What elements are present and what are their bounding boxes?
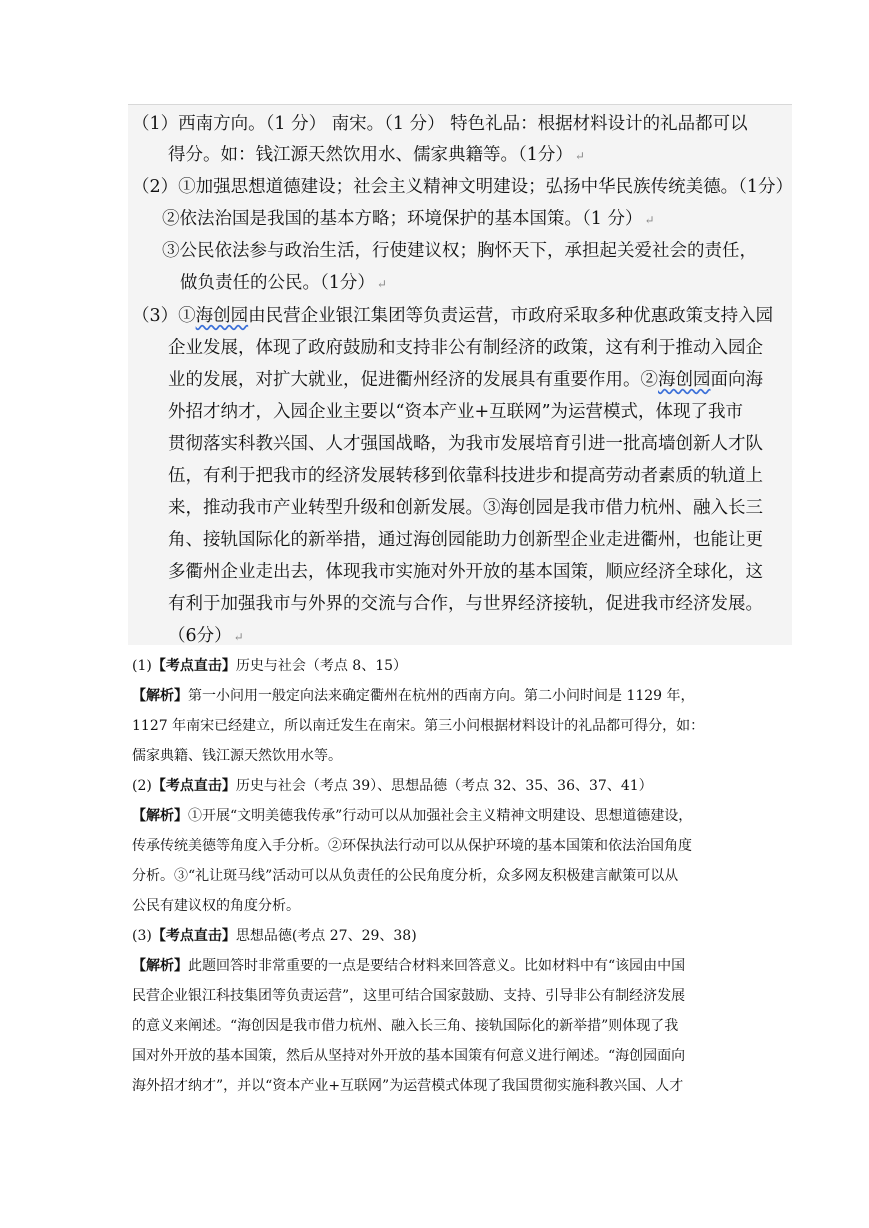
answer-text: 来，推动我市产业转型升级和创新发展。③海创园是我市借力杭州、融入长三: [168, 498, 763, 518]
answer-text: 多衢州企业走出去，体现我市实施对外开放的基本国策，顺应经济全球化，这: [168, 562, 763, 582]
exp-tag: 【解析】: [132, 958, 188, 974]
exp-tag: 【考点直击】: [151, 658, 236, 674]
exp-text: ①开展“文明美德我传承”行动可以从加强社会主义精神文明建设、思想道德建设，: [188, 808, 693, 824]
exp-tag: 【考点直击】: [151, 778, 236, 794]
answer-q3-line3: [168, 366, 763, 395]
exp-text: 历史与社会（考点 8、15）: [235, 658, 408, 674]
answer-text: 有利于加强我市与外界的交流与合作，与世界经济接轨，促进我市经济发展。: [168, 594, 763, 614]
answer-q3-line9: [168, 558, 763, 587]
answer-q3-line5: [168, 430, 763, 459]
exp-text: 思想品德(考点 27、29、38): [235, 928, 417, 944]
answer-q2-line3: [162, 237, 757, 266]
answer-q3-line6: [168, 462, 763, 491]
exp-text: 分析。③“礼让斑马线”活动可以从负责任的公民角度分析，众多网友积极建言献策可以从: [132, 868, 679, 884]
spellcheck-word: 海创园: [658, 370, 711, 390]
spellcheck-word: 海创园: [195, 306, 249, 326]
return-mark-icon: ↵: [233, 630, 244, 644]
answer-q3-line1: [132, 302, 773, 331]
answer-q2-line1: [132, 173, 793, 202]
answer-text: 贯彻落实科教兴国、人才强国战略，为我市发展培育引进一批高墙创新人才队: [168, 434, 763, 454]
exp-text: 第一小问用一般定向法来确定衢州在杭州的西南方向。第二小问时间是 1129 年，: [188, 688, 695, 704]
answer-text: 伍，有利于把我市的经济发展转移到依靠科技进步和提高劳动者素质的轨道上: [168, 466, 763, 486]
exp-p3-line1: [132, 956, 685, 976]
answer-text: （3）①: [132, 306, 196, 326]
return-mark-icon: ↵: [376, 277, 387, 291]
exp-text: 1127 年南宋已经建立，所以南迁发生在南宋。第三小问根据材料设计的礼品都可得分，如：: [132, 718, 705, 734]
exp-p3-line3: [132, 1016, 678, 1036]
exp-text: 的意义来阐述。“海创因是我市借力杭州、融入长三角、接轨国际化的新举措”则体现了我: [132, 1018, 679, 1034]
exp-tag: 【考点直击】: [151, 928, 236, 944]
return-mark-icon: ↵: [644, 213, 655, 227]
exp-text: 公民有建议权的角度分析。: [132, 898, 300, 914]
exp-text: 历史与社会（考点 39）、思想品德（考点 32、35、36、37、41）: [235, 778, 653, 794]
exp-text: 此题回答时非常重要的一点是要结合材料来回答意义。比如材料中有“该园由中国: [188, 958, 686, 974]
answer-text: 业的发展，对扩大就业，促进衢州经济的发展具有重要作用。②: [168, 370, 658, 390]
answer-q1-line1: [132, 110, 748, 139]
exp-tag: 【解析】: [132, 808, 188, 824]
exp-p2-line4: [132, 896, 300, 916]
exp-p1-header: [132, 656, 407, 676]
answer-text: （1）西南方向。（1 分） 南宋。（1 分） 特色礼品：根据材料设计的礼品都可以: [132, 114, 748, 134]
exp-text: 国对外开放的基本国策，然后从坚持对外开放的基本国策有何意义进行阐述。“海创园面向: [132, 1048, 686, 1064]
answer-text: （6分）: [168, 626, 232, 646]
answer-text: （2）①加强思想道德建设；社会主义精神文明建设；弘扬中华民族传统美德。（1分）: [132, 177, 794, 197]
return-mark-icon: ↵: [574, 149, 585, 163]
exp-text: 海外招才纳才”，并以“资本产业+互联网”为运营模式体现了我国贯彻实施科教兴国、人才: [132, 1078, 684, 1094]
exp-num: (1): [132, 658, 152, 674]
exp-p1-line2: [132, 716, 704, 736]
answer-q3-line8: [168, 526, 763, 555]
exp-p1-line1: [132, 686, 695, 706]
answer-q3-line7: [168, 494, 763, 523]
answer-q3-line10: [168, 590, 763, 619]
answer-text: 角、接轨国际化的新举措，通过海创园能助力创新型企业走进衢州，也能让更: [168, 530, 763, 550]
exp-p3-line2: [132, 986, 685, 1006]
exp-p3-line4: [132, 1046, 685, 1066]
exp-num: (3): [132, 928, 152, 944]
exp-num: (2): [132, 778, 152, 794]
answer-text: ③公民依法参与政治生活，行使建议权；胸怀天下，承担起关爱社会的责任，: [162, 241, 757, 261]
answer-q3-line11: [168, 622, 244, 652]
answer-text: 由民营企业银江集团等负责运营，市政府采取多种优惠政策支持入园: [248, 306, 774, 326]
exp-p2-line3: [132, 866, 678, 886]
answer-q2-line2: [162, 205, 655, 235]
exp-p3-line5: [132, 1076, 683, 1096]
answer-text: 企业发展，体现了政府鼓励和支持非公有制经济的政策，这有利于推动入园企: [168, 338, 763, 358]
answer-text: 得分。如：钱江源天然饮用水、儒家典籍等。（1分）: [168, 145, 573, 165]
exp-text: 儒家典籍、钱江源天然饮用水等。: [132, 748, 342, 764]
exp-p2-line2: [132, 836, 692, 856]
answer-text: 外招才纳才，入园企业主要以“资本产业+互联网”为运营模式，体现了我市: [168, 402, 744, 422]
answer-q2-line4: [180, 269, 387, 299]
answer-q1-line2: [168, 141, 585, 171]
exp-text: 传承传统美德等角度入手分析。②环保执法行动可以从保护环境的基本国策和依法治国角度: [132, 838, 692, 854]
exp-p1-line3: [132, 746, 342, 766]
answer-text: ②依法治国是我国的基本方略；环境保护的基本国策。（1 分）: [162, 209, 643, 229]
answer-text: 面向海: [710, 370, 763, 390]
exp-p3-header: [132, 926, 417, 946]
answer-q3-line4: [168, 398, 743, 427]
exp-p2-line1: [132, 806, 692, 826]
exp-p2-header: [132, 776, 653, 796]
exp-tag: 【解析】: [132, 688, 188, 704]
answer-text: 做负责任的公民。（1分）: [180, 273, 375, 293]
exp-text: 民营企业银江科技集团等负责运营”，这里可结合国家鼓励、支持、引导非公有制经济发展: [132, 988, 686, 1004]
answer-q3-line2: [168, 334, 763, 363]
